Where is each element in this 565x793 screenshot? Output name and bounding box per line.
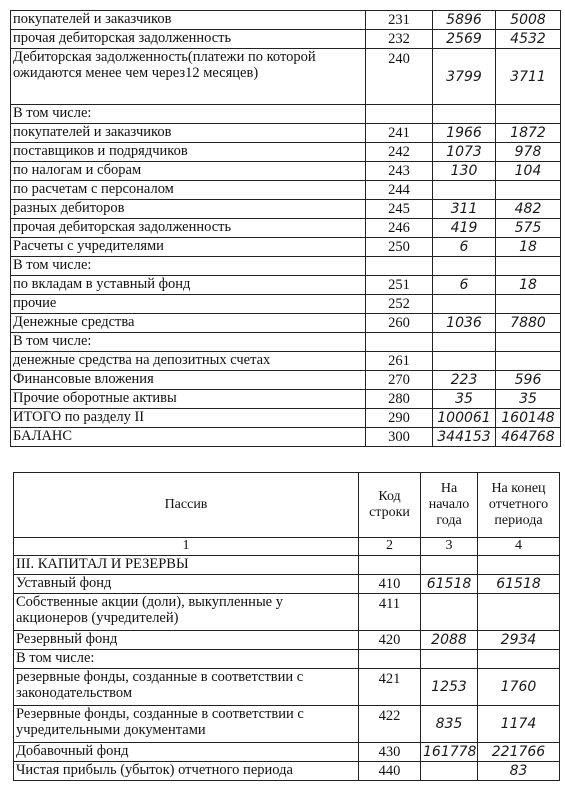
row-code [359,556,421,575]
row-label: Резервные фонды, созданные в соответствии с учредительными документами [14,706,359,743]
value-end: 35 [496,390,561,409]
row-label: III. КАПИТАЛ И РЕЗЕРВЫ [14,556,359,575]
row-label: по налогам и сборам [11,162,366,181]
row-label: Финансовые вложения [11,371,366,390]
row-label: прочие [11,295,366,314]
row-label: резервные фонды, созданные в соответствии с законодательством [14,669,359,706]
row-code: 260 [366,314,433,333]
value-start [433,352,496,371]
value-end: 575 [496,219,561,238]
value-end: 18 [496,238,561,257]
value-start: 3799 [433,49,496,105]
value-end: 2934 [478,631,560,650]
table-row [14,631,560,650]
value-start: 2569 [433,30,496,49]
liabilities-table [13,472,560,781]
table-row [14,594,560,631]
row-label: В том числе: [11,105,366,124]
row-code: 251 [366,276,433,295]
row-code: 290 [366,409,433,428]
value-start: 311 [433,200,496,219]
row-code: 245 [366,200,433,219]
value-start: 61518 [421,575,478,594]
row-label: прочая дебиторская задолженность [11,30,366,49]
value-end: 1872 [496,124,561,143]
row-label: разных дебиторов [11,200,366,219]
row-code: 440 [359,762,421,781]
header-row [14,473,560,538]
value-start: 2088 [421,631,478,650]
row-label: В том числе: [11,257,366,276]
value-end: 221766 [478,743,560,762]
value-start: 130 [433,162,496,181]
value-start [433,181,496,200]
table-row [11,162,561,181]
value-start: 5896 [433,11,496,30]
row-code [366,257,433,276]
row-label: Прочие оборотные активы [11,390,366,409]
row-label: Денежные средства [11,314,366,333]
header-end: На конец отчетного периода [478,473,560,538]
value-start: 1253 [421,669,478,706]
row-code: 422 [359,706,421,743]
value-end: 978 [496,143,561,162]
assets-table-body [11,11,561,447]
value-start: 1036 [433,314,496,333]
row-code: 240 [366,49,433,105]
value-end: 104 [496,162,561,181]
value-end: 61518 [478,575,560,594]
value-end: 464768 [496,428,561,447]
row-label: по вкладам в уставный фонд [11,276,366,295]
table-row [11,219,561,238]
table-row [14,743,560,762]
row-label: ИТОГО по разделу II [11,409,366,428]
value-end [478,556,560,575]
table-row [11,257,561,276]
value-end [496,352,561,371]
table-row [14,556,560,575]
table-row [14,650,560,669]
row-code: 420 [359,631,421,650]
value-end: 482 [496,200,561,219]
header-code: Код строки [359,473,421,538]
row-code [366,333,433,352]
table-row [14,762,560,781]
value-start [433,257,496,276]
table-row [14,706,560,743]
value-start [421,762,478,781]
row-label: Собственные акции (доли), выкупленные у акционеров (учредителей) [14,594,359,631]
table-row [11,105,561,124]
row-code: 261 [366,352,433,371]
value-end [496,333,561,352]
value-end: 18 [496,276,561,295]
table-row [11,295,561,314]
row-code: 232 [366,30,433,49]
table-row [11,124,561,143]
row-label: Дебиторская задолженность(платежи по которой ожидаются менее чем через12 месяцев) [11,49,366,105]
row-code: 410 [359,575,421,594]
value-end: 1760 [478,669,560,706]
value-end: 7880 [496,314,561,333]
value-start [421,556,478,575]
table-row [11,11,561,30]
row-label: Чистая прибыль (убыток) отчетного периода [14,762,359,781]
table-row [11,30,561,49]
value-end: 160148 [496,409,561,428]
value-end [496,257,561,276]
value-start: 419 [433,219,496,238]
row-code: 280 [366,390,433,409]
value-end: 4532 [496,30,561,49]
row-code [366,105,433,124]
value-end [478,594,560,631]
value-start: 6 [433,238,496,257]
row-label: покупателей и заказчиков [11,11,366,30]
row-label: В том числе: [11,333,366,352]
value-start: 223 [433,371,496,390]
table-row [11,390,561,409]
row-label: по расчетам с персоналом [11,181,366,200]
value-start: 1073 [433,143,496,162]
row-label: поставщиков и подрядчиков [11,143,366,162]
value-end [496,181,561,200]
table-row [11,143,561,162]
liabilities-table-body [14,556,560,781]
value-start [421,594,478,631]
value-end: 83 [478,762,560,781]
column-number: 4 [478,538,560,556]
row-label: БАЛАНС [11,428,366,447]
row-code: 244 [366,181,433,200]
row-label: прочая дебиторская задолженность [11,219,366,238]
value-start: 344153 [433,428,496,447]
row-code: 300 [366,428,433,447]
table-row [11,314,561,333]
row-code: 241 [366,124,433,143]
value-end [496,295,561,314]
row-code [359,650,421,669]
value-start: 161778 [421,743,478,762]
value-start: 835 [421,706,478,743]
table-row [14,669,560,706]
column-number: 2 [359,538,421,556]
table-row [11,238,561,257]
row-code: 250 [366,238,433,257]
value-start [421,650,478,669]
value-start: 35 [433,390,496,409]
row-label: В том числе: [14,650,359,669]
row-code: 270 [366,371,433,390]
row-label: Расчеты с учредителями [11,238,366,257]
value-start [433,105,496,124]
row-label: Резервный фонд [14,631,359,650]
row-code: 231 [366,11,433,30]
row-code: 246 [366,219,433,238]
table-row [11,333,561,352]
row-code: 430 [359,743,421,762]
table-row [11,276,561,295]
header-start: На начало года [421,473,478,538]
table-row [11,352,561,371]
column-number: 1 [14,538,359,556]
value-end: 596 [496,371,561,390]
table-row [11,428,561,447]
row-code: 252 [366,295,433,314]
value-start [433,295,496,314]
table-row [14,575,560,594]
column-number: 3 [421,538,478,556]
row-label: денежные средства на депозитных счетах [11,352,366,371]
value-end: 3711 [496,49,561,105]
table-row [11,181,561,200]
row-label: покупателей и заказчиков [11,124,366,143]
value-start: 100061 [433,409,496,428]
value-end [496,105,561,124]
row-code: 421 [359,669,421,706]
value-start: 6 [433,276,496,295]
value-end [478,650,560,669]
assets-table [10,10,561,447]
row-label: Уставный фонд [14,575,359,594]
value-end: 5008 [496,11,561,30]
value-start: 1966 [433,124,496,143]
value-start [433,333,496,352]
row-code: 411 [359,594,421,631]
table-row [11,371,561,390]
value-end: 1174 [478,706,560,743]
row-code: 242 [366,143,433,162]
header-passive: Пассив [14,473,359,538]
row-label: Добавочный фонд [14,743,359,762]
table-row [11,49,561,105]
row-code: 243 [366,162,433,181]
table-row [11,409,561,428]
column-numbers-row [14,538,560,556]
table-row [11,200,561,219]
